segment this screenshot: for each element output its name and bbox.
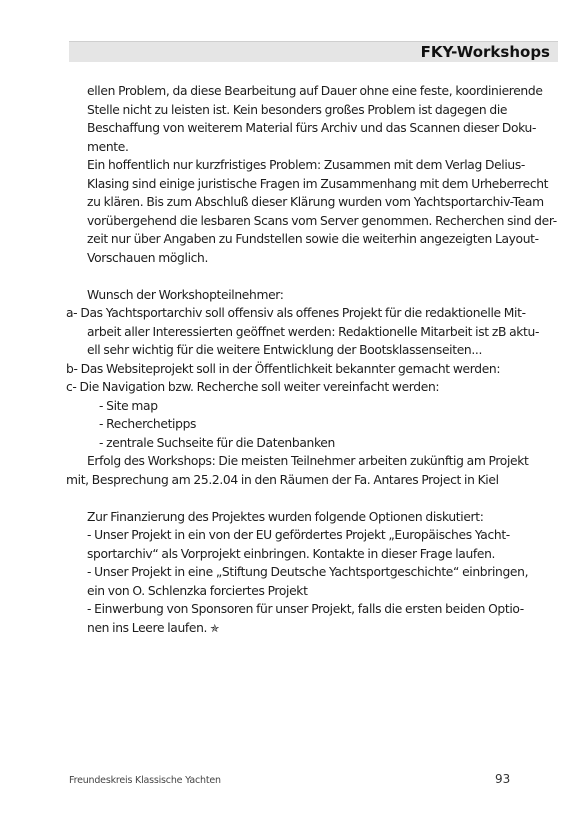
text-line: ell sehr wichtig für die weitere Entwicklung der Bootsklassenseiten... (87, 343, 483, 357)
text-line: Vorschauen möglich. (87, 250, 209, 265)
text-line: mente. (87, 139, 129, 154)
text-fragment: nen ins Leere laufen. (87, 620, 208, 635)
text-line: Ein hoffentlich nur kurzfristiges Problem: Zusammen mit dem Verlag Delius- (87, 158, 526, 172)
text-line: mit, Besprechung am 25.2.04 in den Räumen der Fa. Antares Project in Kiel (66, 472, 499, 487)
text-line: Wunsch der Workshopteilnehmer: (87, 287, 284, 302)
footer-publisher: Freundeskreis Klassische Yachten (69, 775, 221, 786)
text-line: ellen Problem, da diese Bearbeitung auf Dauer ohne eine feste, koordinierende (87, 84, 543, 98)
text-line: Erfolg des Workshops: Die meisten Teilnehmer arbeiten zukünftig am Projekt (87, 454, 529, 468)
page-body (66, 82, 557, 638)
list-item-c: c- Die Navigation bzw. Recherche soll weiter vereinfacht werden: (66, 380, 440, 394)
list-item-a: a- Das Yachtsportarchiv soll offensiv als offenes Projekt für die redaktionelle Mit- (66, 306, 526, 320)
running-header (69, 41, 558, 62)
text-line: zeit nur über Angaben zu Fundstellen sowie die weiterhin angezeigten Layout- (87, 232, 539, 246)
last-line (66, 619, 518, 639)
section-title: FKY-Workshops (420, 43, 550, 61)
star-end-mark-icon: ✯ (210, 621, 220, 635)
sub-list-item: - zentrale Suchseite für die Datenbanken (99, 435, 335, 450)
sub-list-item: - Site map (99, 398, 158, 413)
blank-line (66, 267, 518, 286)
text-line: Zur Finanzierung des Projektes wurden folgende Optionen diskutiert: (87, 509, 484, 524)
text-line: Beschaffung von weiterem Material fürs Archiv und das Scannen dieser Doku- (87, 121, 537, 135)
text-line: - Einwerbung von Sponsoren für unser Projekt, falls die ersten beiden Optio- (87, 602, 524, 616)
text-line: zu klären. Bis zum Abschluß dieser Klärung wurden vom Yachtsportarchiv-Team (87, 195, 544, 209)
blank-line (66, 489, 518, 508)
text-line: ein von O. Schlenzka forciertes Projekt (87, 583, 308, 598)
page-number: 93 (495, 772, 511, 786)
text-line: Klasing sind einige juristische Fragen im Zusammenhang mit dem Urheberrecht (87, 176, 549, 191)
list-item-b: b- Das Websiteprojekt soll in der Öffentlichkeit bekannter gemacht werden: (66, 361, 501, 376)
text-line: vorübergehend die lesbaren Scans vom Server genommen. Recherchen sind der- (87, 213, 557, 228)
sub-list-item: - Recherchetipps (99, 417, 197, 431)
text-line: Stelle nicht zu leisten ist. Kein besonders großes Problem ist dagegen die (87, 102, 508, 117)
text-line: arbeit aller Interessierten geöffnet werden: Redaktionelle Mitarbeit ist zB aktu- (87, 324, 540, 339)
text-line: sportarchiv“ als Vorprojekt einbringen. Kontakte in dieser Frage laufen. (87, 546, 496, 561)
text-line: - Unser Projekt in ein von der EU gefördertes Projekt „Europäisches Yacht- (87, 528, 510, 542)
text-line: - Unser Projekt in eine „Stiftung Deutsche Yachtsportgeschichte“ einbringen, (87, 565, 529, 579)
